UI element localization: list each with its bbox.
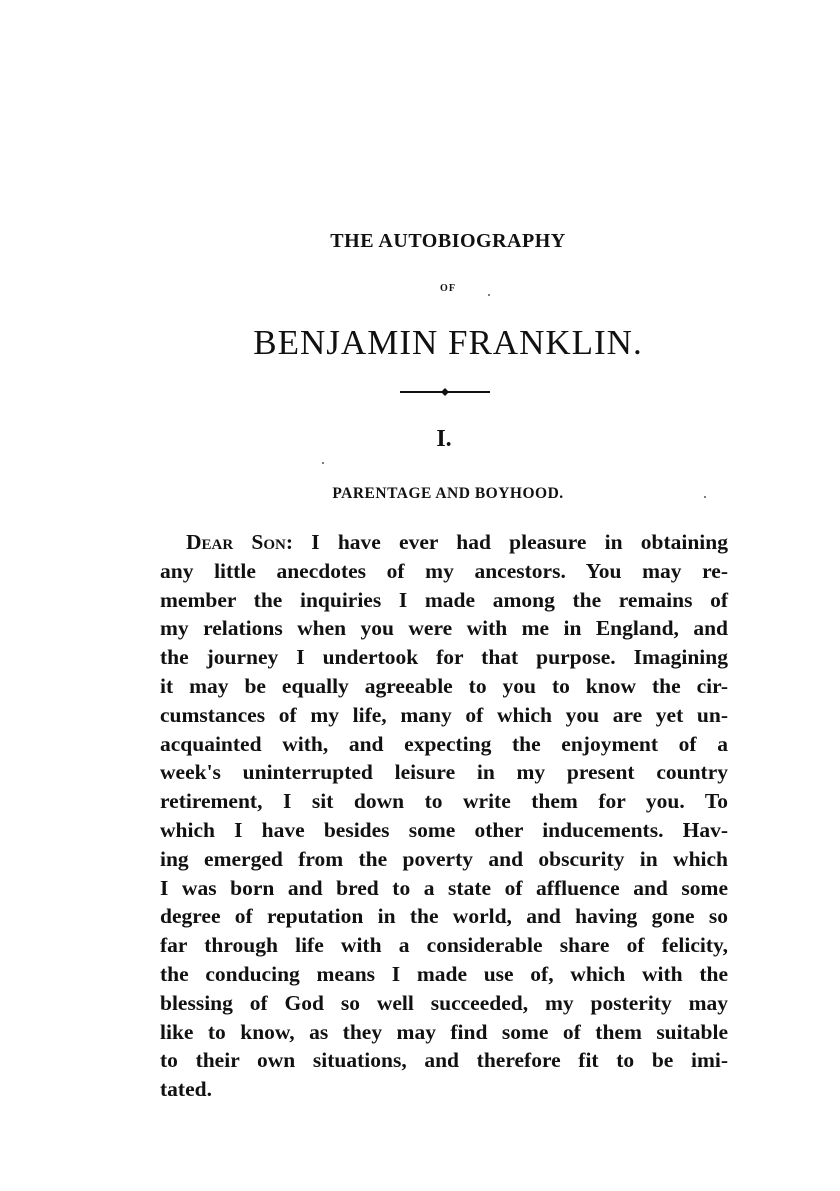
print-speck [322,462,324,464]
text-line: my relations when you were with me in England, and [160,616,728,641]
text-line: to their own situations, and therefore fit to be imi- [160,1048,728,1073]
text-line: blessing of God so well succeeded, my posterity may [160,990,728,1015]
author-name: BENJAMIN FRANKLIN. [253,323,643,362]
chapter-number: I. [436,426,452,452]
book-title: THE AUTOBIOGRAPHY [330,230,566,252]
text-line: the conducing means I made use of, which with the [160,961,728,986]
text-line: which I have besides some other inducements. Hav- [160,817,728,842]
ornament-divider-icon [400,387,490,397]
text-line: it may be equally agreeable to you to know the cir- [160,673,728,698]
text-line: acquainted with, and expecting the enjoyment of a [160,731,728,756]
text-line: member the inquiries I made among the remains of [160,587,728,612]
text-line-last: tated. [160,1077,212,1102]
text-line: any little anecdotes of my ancestors. You may re- [160,558,728,583]
text-line: far through life with a considerable share of felicity, [160,933,728,958]
salutation: Dear Son [186,530,286,554]
text-line: week's uninterrupted leisure in my present country [160,760,728,785]
text-line: degree of reputation in the world, and having gone so [160,904,728,929]
print-speck [488,294,490,296]
text-line: retirement, I sit down to write them for you. To [160,789,728,814]
text-line: like to know, as they may find some of them suitable [160,1019,728,1044]
print-speck [704,496,706,498]
text-line: the journey I undertook for that purpose. Imagining [160,645,728,670]
title-connector: OF [440,283,456,294]
text-line: I was born and bred to a state of affluence and some [160,875,728,900]
chapter-title: PARENTAGE AND BOYHOOD. [332,485,564,502]
body-paragraph [160,528,728,1104]
text-line: cumstances of my life, many of which you are yet un- [160,702,728,727]
text-line-first [160,528,728,557]
text-line: ing emerged from the poverty and obscurity in which [160,846,728,871]
text-line-first-rest: : I have ever had pleasure in obtaining [285,530,728,554]
